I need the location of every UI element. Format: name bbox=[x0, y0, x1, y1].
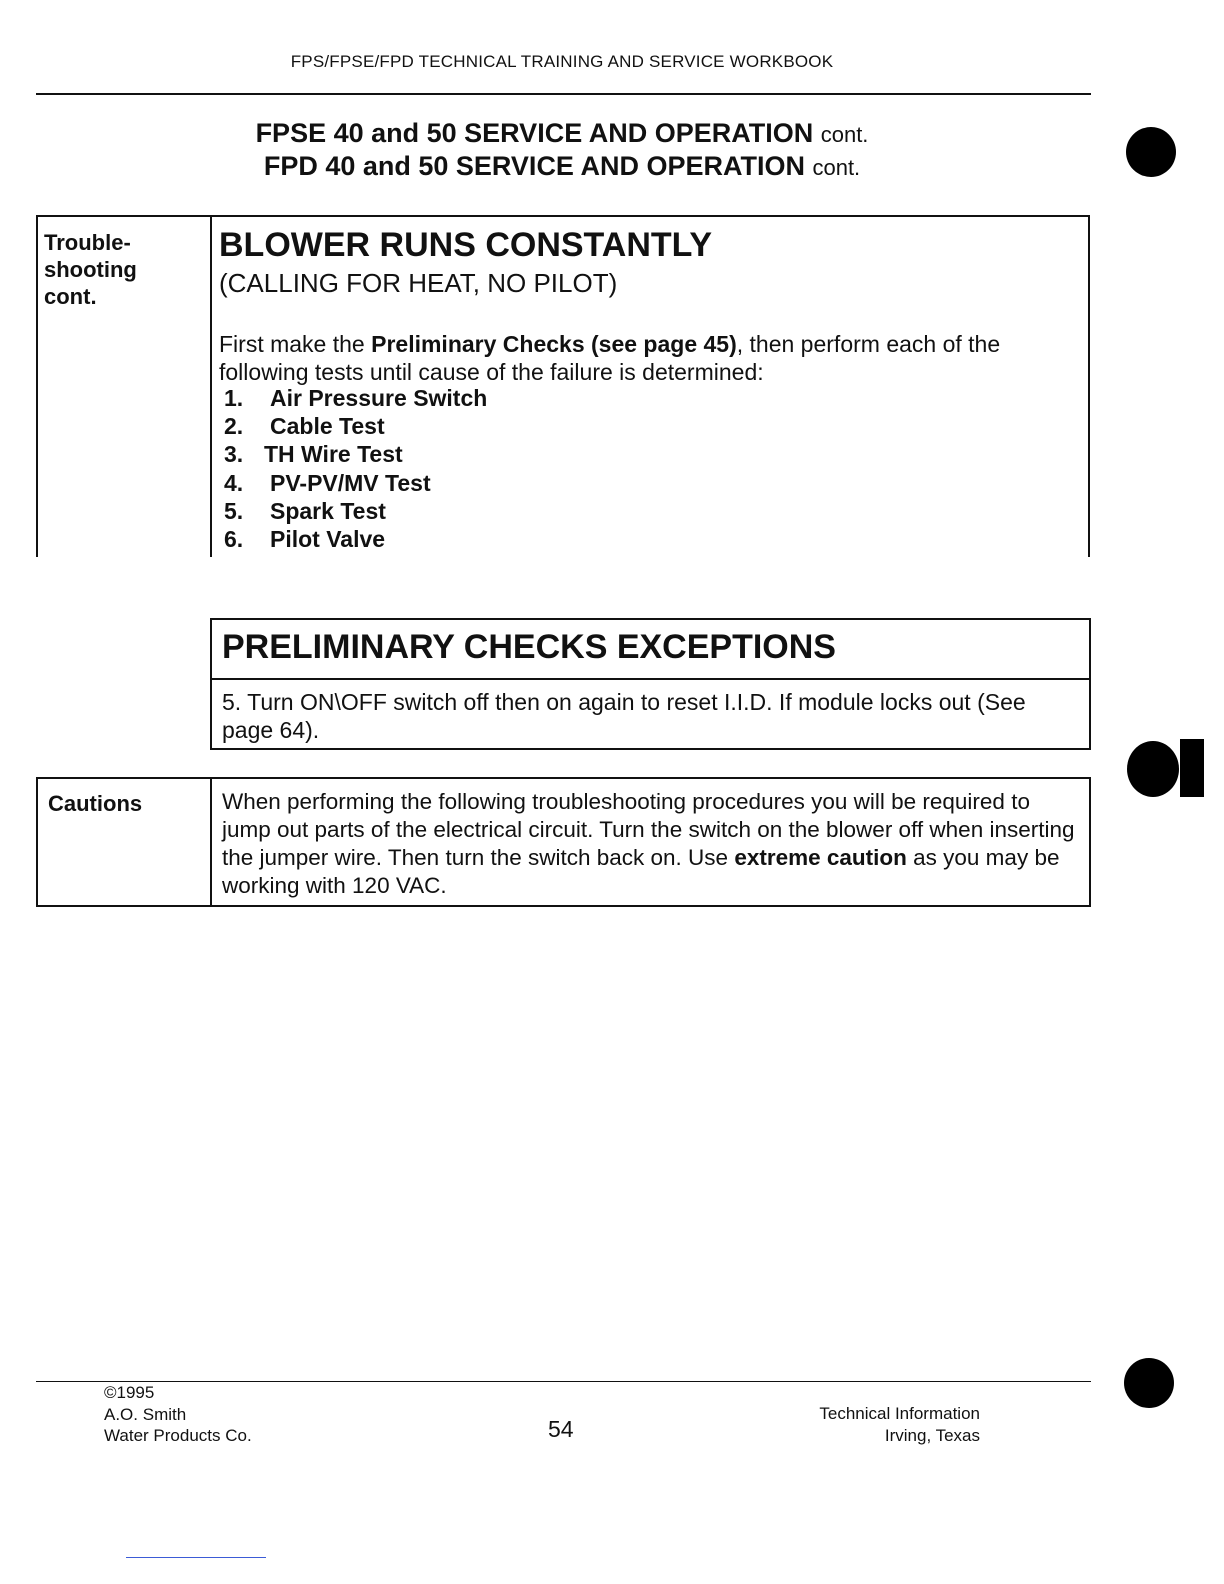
list-item bbox=[224, 469, 487, 497]
list-item-number: 1. bbox=[224, 385, 244, 411]
title-main: FPSE 40 and 50 SERVICE AND OPERATION bbox=[255, 118, 814, 148]
cautions-text bbox=[222, 788, 1084, 900]
section-divider bbox=[210, 215, 212, 557]
preliminary-checks-text: 5. Turn ON\OFF switch off then on again to reset I.I.D. If module locks out (See page 64). bbox=[222, 689, 1026, 743]
page-title-fpd bbox=[0, 151, 1124, 182]
footer-right bbox=[780, 1403, 980, 1446]
list-item bbox=[224, 525, 487, 553]
footer-department: Technical Information bbox=[819, 1404, 980, 1423]
troubleshooting-subheading: (CALLING FOR HEAT, NO PILOT) bbox=[219, 268, 618, 298]
extreme-caution-emphasis: extreme caution bbox=[734, 845, 907, 870]
list-item-number: 5. bbox=[224, 497, 244, 524]
running-header: FPS/FPSE/FPD TECHNICAL TRAINING AND SERVICE WORKBOOK bbox=[290, 52, 834, 71]
list-item-number: 4. bbox=[224, 469, 244, 496]
section-divider bbox=[210, 777, 212, 907]
list-item-number: 3. bbox=[224, 441, 244, 468]
title-suffix: cont. bbox=[820, 122, 869, 147]
caution-text: as you may be working with 120 VAC. bbox=[222, 845, 1060, 898]
intro-text: , then perform each of the following tests until cause of the failure is determined: bbox=[219, 331, 1001, 385]
side-label-line: cont. bbox=[44, 284, 97, 309]
footer-location: Irving, Texas bbox=[884, 1425, 980, 1445]
box-separator bbox=[210, 678, 1091, 680]
preliminary-checks-heading: PRELIMINARY CHECKS EXCEPTIONS bbox=[222, 628, 836, 666]
list-item-number: 6. bbox=[224, 526, 244, 553]
binder-tab-mark-icon bbox=[1180, 739, 1204, 797]
header-rule bbox=[36, 93, 1091, 95]
list-item bbox=[224, 440, 487, 468]
troubleshooting-intro bbox=[219, 330, 1079, 386]
list-item-label: PV-PV/MV Test bbox=[270, 469, 431, 496]
blue-underline bbox=[126, 1557, 266, 1558]
list-item-label: Cable Test bbox=[270, 413, 385, 440]
punch-hole-icon bbox=[1124, 1358, 1174, 1408]
company-name: A.O. Smith bbox=[104, 1404, 187, 1424]
list-item-label: Pilot Valve bbox=[270, 526, 386, 553]
copyright: ©1995 bbox=[104, 1383, 155, 1402]
test-list bbox=[224, 384, 487, 553]
list-item bbox=[224, 384, 487, 412]
side-label-line: Trouble- bbox=[44, 230, 131, 255]
company-division: Water Products Co. bbox=[104, 1426, 252, 1445]
list-item bbox=[224, 412, 487, 440]
punch-hole-icon bbox=[1127, 741, 1179, 797]
preliminary-checks-reference: Preliminary Checks (see page 45) bbox=[371, 331, 737, 357]
side-label-line: shooting bbox=[44, 257, 137, 282]
title-suffix: cont. bbox=[812, 155, 861, 180]
punch-hole-icon bbox=[1126, 127, 1176, 177]
caution-text: When performing the following troubleshooting procedures you will be required to jump out parts of the electrical circuit. Turn the switch on the blower off when inserting the jumper wire. Then turn the switch back on. Use bbox=[222, 789, 1075, 870]
list-item-label: Air Pressure Switch bbox=[270, 385, 488, 411]
footer-left bbox=[104, 1382, 252, 1447]
list-item-label: TH Wire Test bbox=[264, 441, 403, 468]
troubleshooting-side-label bbox=[44, 229, 137, 310]
troubleshooting-heading: BLOWER RUNS CONSTANTLY bbox=[219, 226, 712, 264]
list-item bbox=[224, 497, 487, 525]
list-item-label: Spark Test bbox=[270, 497, 386, 524]
page-number: 54 bbox=[548, 1416, 574, 1442]
cautions-label: Cautions bbox=[48, 791, 143, 816]
title-main: FPD 40 and 50 SERVICE AND OPERATION bbox=[263, 151, 805, 181]
intro-text: First make the bbox=[219, 331, 372, 357]
list-item-number: 2. bbox=[224, 413, 244, 440]
troubleshooting-section bbox=[36, 215, 1090, 557]
page-title-fpse bbox=[0, 118, 1124, 149]
